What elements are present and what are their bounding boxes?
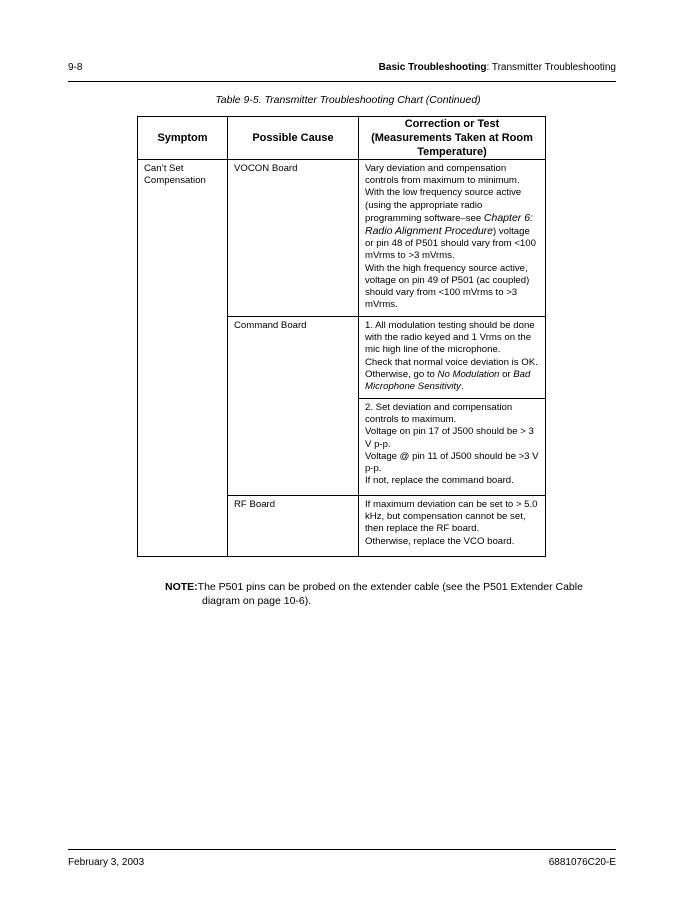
note-text: The P501 pins can be probed on the extender cable (see the P501 Extender Cable bbox=[197, 581, 583, 593]
table-row bbox=[138, 160, 546, 317]
text-run: ) voltage or pin 48 of P501 should vary from <100 mVrms to >3 mVrms. bbox=[365, 226, 536, 262]
correction-cell-command-2 bbox=[359, 399, 546, 496]
correction-cell-rf bbox=[359, 496, 546, 557]
page-header bbox=[68, 62, 616, 76]
cause-cell-command: Command Board bbox=[228, 317, 359, 496]
col-header-cause: Possible Cause bbox=[228, 117, 359, 160]
text-run: or bbox=[499, 368, 514, 380]
correction-text: Otherwise, replace the VCO board. bbox=[365, 535, 515, 547]
col-header-correction: Correction or Test (Measurements Taken at Room Temperature) bbox=[359, 117, 546, 160]
text-run: . bbox=[460, 381, 464, 393]
text-run: Otherwise, go to bbox=[365, 368, 438, 380]
correction-text: With the high frequency source active, voltage on pin 49 of P501 (ac coupled) should vary from <100 mVrms to >3 mVrms. bbox=[365, 262, 530, 311]
page-number: 9-8 bbox=[68, 62, 83, 73]
footer-date: February 3, 2003 bbox=[68, 857, 145, 868]
section-reference: Bad Microphone Sensitivity bbox=[365, 368, 531, 393]
section-title-bold: Basic Troubleshooting bbox=[378, 62, 487, 73]
page-footer bbox=[68, 857, 616, 871]
correction-text: If maximum deviation can be set to > 5.0 kHz, but compensation cannot be set, then replace the RF board. bbox=[365, 499, 538, 535]
symptom-line: Can’t Set bbox=[144, 163, 184, 174]
correction-text: Voltage @ pin 11 of J500 should be >3 V p-p. bbox=[365, 450, 539, 475]
correction-cell-command-1 bbox=[359, 317, 546, 399]
section-title-separator: : bbox=[486, 62, 492, 73]
footer-doc-number: 6881076C20-E bbox=[548, 857, 616, 868]
symptom-cell bbox=[138, 160, 228, 557]
note bbox=[165, 580, 625, 608]
correction-text: 2. Set deviation and compensation controls to maximum. bbox=[365, 402, 513, 426]
correction-text: Check that normal voice deviation is OK. bbox=[365, 356, 538, 368]
header-rule bbox=[68, 81, 616, 82]
section-reference: No Modulation bbox=[437, 368, 500, 380]
correction-text: If not, replace the command board. bbox=[365, 475, 514, 487]
col-header-symptom: Symptom bbox=[138, 117, 228, 160]
section-title-rest: Transmitter Troubleshooting bbox=[491, 62, 616, 73]
section-title bbox=[379, 62, 616, 73]
note-label: NOTE: bbox=[165, 581, 198, 593]
correction-text bbox=[365, 187, 539, 262]
correction-text: Voltage on pin 17 of J500 should be > 3 V p-p. bbox=[365, 426, 534, 450]
correction-cell-vocon bbox=[359, 160, 546, 317]
correction-text: 1. All modulation testing should be done with the radio keyed and 1 Vrms on the mic high line of the microphone. bbox=[365, 320, 535, 356]
troubleshooting-table bbox=[137, 116, 546, 557]
note-line: diagram on page 10-6). bbox=[202, 595, 312, 607]
correction-text: Vary deviation and compensation controls from maximum to minimum. bbox=[365, 163, 520, 187]
note-line bbox=[165, 580, 625, 594]
symptom-line: Compensation bbox=[144, 175, 206, 187]
correction-text bbox=[365, 369, 539, 393]
text-run: With the low frequency source active (using the appropriate radio programming software–see bbox=[365, 187, 522, 224]
chapter-reference: Chapter 6: Radio Alignment Procedure bbox=[365, 211, 533, 238]
footer-rule bbox=[68, 849, 616, 850]
table-caption: Table 9-5. Transmitter Troubleshooting Chart (Continued) bbox=[215, 94, 481, 106]
cause-cell-rf: RF Board bbox=[228, 496, 359, 557]
table-header-row bbox=[138, 117, 546, 160]
cause-cell-vocon: VOCON Board bbox=[228, 160, 359, 317]
